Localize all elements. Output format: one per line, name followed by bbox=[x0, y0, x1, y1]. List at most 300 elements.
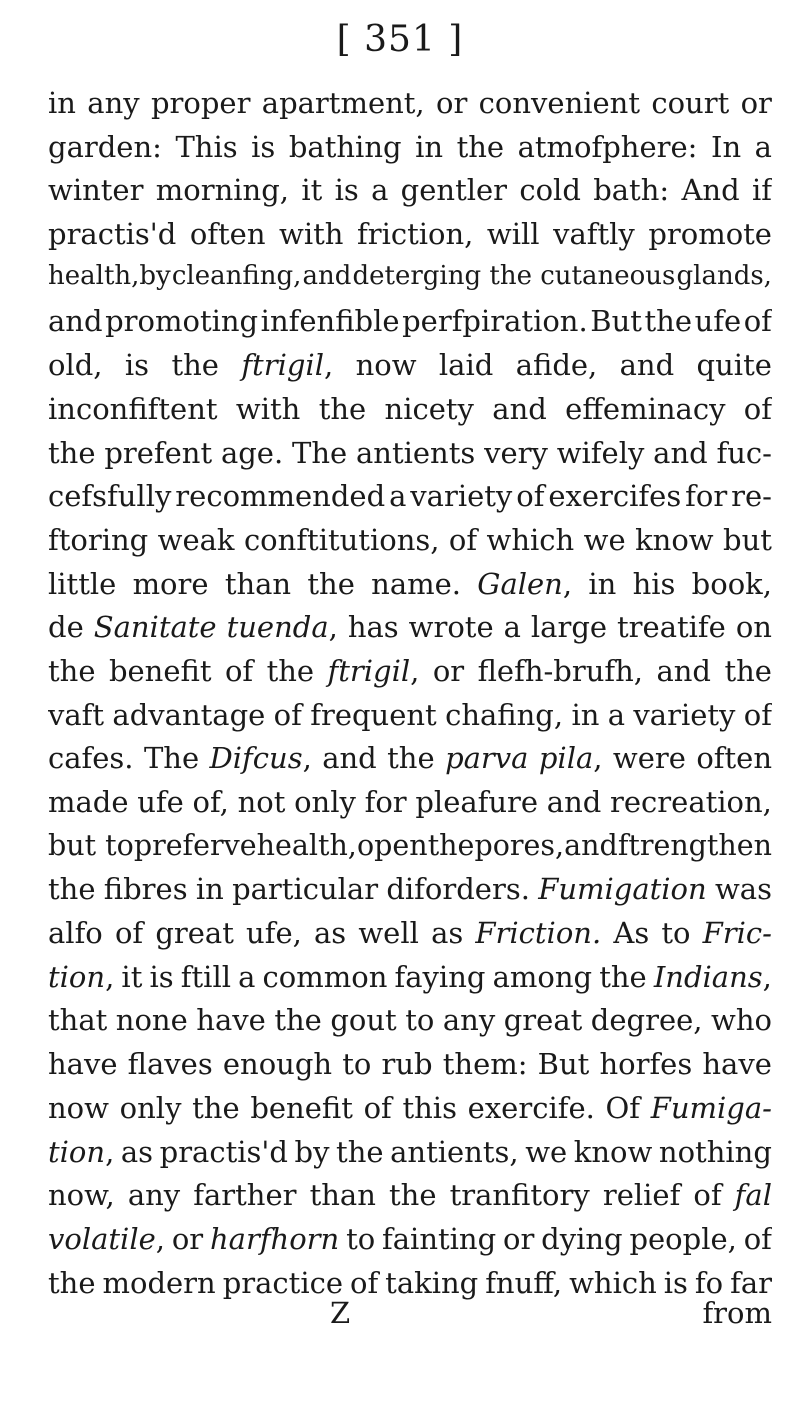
word-group bbox=[433, 654, 464, 688]
word-group bbox=[484, 436, 548, 470]
word-group bbox=[336, 1135, 384, 1169]
word: fnuff, bbox=[485, 1265, 563, 1300]
word: have bbox=[48, 1047, 118, 1082]
word-group bbox=[310, 1178, 376, 1212]
word-group bbox=[48, 916, 103, 950]
word-group bbox=[104, 872, 188, 906]
word-group bbox=[584, 523, 626, 557]
page-footer bbox=[48, 1296, 772, 1340]
word: rub bbox=[381, 1047, 433, 1082]
text-line bbox=[48, 916, 772, 960]
word-group bbox=[274, 698, 302, 732]
word: for bbox=[685, 479, 728, 514]
word: a bbox=[607, 697, 626, 732]
word-group bbox=[196, 872, 224, 906]
word-group bbox=[744, 698, 772, 732]
word: in bbox=[195, 872, 224, 907]
word: great bbox=[155, 916, 234, 951]
word-group bbox=[653, 436, 708, 470]
word: flaves bbox=[127, 1047, 213, 1082]
italic-word: Galen bbox=[477, 566, 563, 601]
word: none bbox=[115, 1003, 188, 1038]
word-group bbox=[302, 261, 351, 291]
word: taking bbox=[385, 1265, 479, 1300]
word-group bbox=[381, 1047, 432, 1081]
italic-word: volatile bbox=[48, 1221, 156, 1256]
word: exercifes bbox=[548, 479, 682, 514]
punctuation: , bbox=[323, 348, 334, 383]
word: in bbox=[48, 86, 76, 120]
word-group bbox=[48, 698, 104, 732]
word-group bbox=[574, 1135, 653, 1169]
word: the bbox=[171, 348, 219, 383]
word: the bbox=[307, 566, 355, 601]
word-group bbox=[267, 654, 315, 688]
punctuation: , bbox=[155, 1221, 165, 1256]
word-group bbox=[144, 741, 199, 775]
word: effeminacy bbox=[565, 391, 726, 426]
word-group bbox=[487, 217, 540, 251]
word: the bbox=[266, 653, 315, 688]
word-group bbox=[553, 217, 635, 251]
word: with bbox=[235, 391, 301, 426]
word-group bbox=[735, 1178, 772, 1212]
word-group bbox=[405, 1003, 434, 1037]
word-group bbox=[48, 829, 134, 862]
italic-word: tion bbox=[48, 959, 106, 994]
punctuation: , bbox=[105, 959, 115, 994]
word-group bbox=[468, 1091, 595, 1125]
word: well bbox=[358, 916, 419, 951]
word-group bbox=[292, 436, 347, 470]
text-line bbox=[48, 567, 772, 611]
italic-word: tion bbox=[48, 1134, 106, 1169]
word: with bbox=[279, 217, 344, 252]
word: horfes bbox=[599, 1047, 693, 1082]
word-group bbox=[48, 86, 76, 120]
word-group bbox=[443, 1003, 495, 1037]
word: proper bbox=[150, 86, 251, 120]
text-line bbox=[48, 130, 772, 174]
word-group bbox=[693, 1178, 721, 1212]
word-group bbox=[364, 1091, 392, 1125]
word: by bbox=[294, 1134, 330, 1169]
word-group bbox=[449, 523, 477, 557]
word: exercife. bbox=[467, 1090, 595, 1125]
word-group bbox=[175, 479, 385, 513]
word: a bbox=[503, 610, 521, 645]
word: we bbox=[525, 1134, 568, 1169]
word-group bbox=[504, 610, 521, 644]
word-group bbox=[120, 1091, 182, 1125]
word: any bbox=[127, 1178, 181, 1213]
word-group bbox=[410, 479, 512, 513]
word-group bbox=[227, 610, 338, 644]
word-group bbox=[599, 1047, 692, 1081]
word-group bbox=[48, 392, 218, 426]
text-line bbox=[48, 698, 772, 742]
text-line bbox=[48, 217, 772, 261]
catchword: from bbox=[702, 1296, 772, 1330]
word-group bbox=[48, 785, 129, 819]
word-group bbox=[102, 1266, 215, 1300]
word-group bbox=[428, 829, 475, 862]
word-group bbox=[703, 916, 772, 950]
word: this bbox=[402, 1090, 457, 1125]
text-line bbox=[48, 261, 772, 305]
word: often bbox=[696, 741, 772, 776]
word: atmofphere: bbox=[517, 129, 698, 164]
word-group bbox=[617, 610, 726, 644]
word-group bbox=[744, 392, 772, 426]
word-group bbox=[516, 479, 544, 513]
word: In bbox=[710, 129, 742, 164]
word-group bbox=[389, 1178, 437, 1212]
word: variety bbox=[410, 479, 513, 514]
word-group bbox=[263, 960, 388, 994]
word-group bbox=[48, 348, 103, 382]
word: ufe bbox=[694, 304, 742, 339]
word-group bbox=[519, 173, 581, 207]
italic-word: fal bbox=[734, 1178, 772, 1213]
word: vaft bbox=[48, 697, 105, 732]
word: afide, bbox=[515, 348, 598, 383]
word-group bbox=[223, 1047, 332, 1081]
punctuation: , bbox=[302, 741, 312, 776]
word-group bbox=[87, 86, 139, 120]
word: than bbox=[309, 1178, 376, 1213]
word: who bbox=[711, 1003, 772, 1038]
word: any bbox=[87, 86, 140, 120]
word-group bbox=[569, 1266, 657, 1300]
word: it bbox=[121, 959, 143, 994]
word: far bbox=[730, 1265, 772, 1300]
word-group bbox=[618, 829, 772, 862]
word: advantage bbox=[112, 697, 266, 732]
word: people, bbox=[629, 1221, 737, 1256]
word-group bbox=[210, 1222, 339, 1256]
word: dying bbox=[541, 1221, 623, 1256]
word: nothing bbox=[658, 1134, 772, 1169]
word-group bbox=[365, 785, 407, 819]
word-group bbox=[479, 86, 640, 120]
punctuation: : bbox=[517, 1047, 528, 1082]
word: health, bbox=[256, 828, 357, 862]
word-group bbox=[48, 1091, 109, 1125]
word: a bbox=[371, 173, 389, 208]
word-group bbox=[48, 304, 103, 338]
word: than bbox=[224, 566, 292, 601]
word-group bbox=[685, 479, 727, 513]
word: treatife bbox=[617, 610, 726, 645]
word: modern bbox=[102, 1265, 216, 1300]
text-line bbox=[48, 436, 772, 480]
word-group bbox=[307, 567, 355, 601]
text-line bbox=[48, 173, 772, 217]
word-group bbox=[371, 567, 461, 601]
word: antients bbox=[356, 435, 476, 470]
word: fo bbox=[694, 1265, 724, 1300]
word: but to bbox=[48, 828, 134, 862]
word: know bbox=[635, 522, 714, 557]
word: of bbox=[448, 522, 478, 557]
word-group bbox=[246, 916, 302, 950]
word: great bbox=[503, 1003, 583, 1038]
word-group bbox=[656, 654, 711, 688]
word-group bbox=[133, 567, 209, 601]
word: bathing bbox=[288, 129, 402, 164]
word-group bbox=[48, 1003, 107, 1037]
word: has bbox=[347, 610, 399, 645]
word: ufe, bbox=[246, 916, 302, 951]
word: recommended bbox=[175, 479, 386, 514]
word-group bbox=[48, 1047, 118, 1081]
word: court bbox=[651, 86, 730, 120]
word-group bbox=[395, 960, 486, 994]
word: any bbox=[442, 1003, 496, 1038]
word-group bbox=[390, 1135, 519, 1169]
word-group bbox=[172, 261, 302, 291]
word: will bbox=[486, 217, 540, 252]
word-group bbox=[190, 217, 266, 251]
word: the bbox=[48, 872, 96, 907]
word-group bbox=[736, 610, 772, 644]
word: particular bbox=[232, 872, 379, 907]
word: of bbox=[743, 304, 772, 339]
word: know bbox=[573, 1134, 653, 1169]
word-group bbox=[385, 1266, 478, 1300]
word: glands, bbox=[676, 260, 772, 291]
word: inconfiftent bbox=[48, 391, 218, 426]
word-group bbox=[125, 348, 149, 382]
word-group bbox=[541, 1222, 622, 1256]
word: was bbox=[714, 872, 772, 907]
word: as bbox=[120, 1134, 154, 1169]
word: nicety bbox=[384, 391, 474, 426]
word-group bbox=[692, 567, 772, 601]
word-group bbox=[193, 785, 229, 819]
word: practis'd bbox=[48, 217, 177, 252]
text-line bbox=[48, 348, 772, 392]
word: which bbox=[569, 1265, 657, 1300]
word-group bbox=[633, 567, 676, 601]
word-group bbox=[661, 916, 690, 950]
word: we bbox=[583, 522, 626, 557]
word: cleanfing, bbox=[171, 260, 302, 291]
word-group bbox=[606, 1091, 641, 1125]
word-group bbox=[48, 436, 96, 470]
word: gout bbox=[330, 1003, 397, 1038]
word: recreation, bbox=[610, 785, 772, 819]
word: de bbox=[48, 610, 84, 645]
word-group bbox=[651, 1091, 772, 1125]
punctuation: , bbox=[410, 653, 420, 688]
word: and bbox=[546, 785, 602, 819]
word: cefsfully bbox=[48, 479, 172, 514]
word-group bbox=[487, 523, 575, 557]
word-group bbox=[474, 829, 564, 862]
italic-word: Sanitate bbox=[93, 610, 217, 645]
word-group bbox=[274, 1003, 322, 1037]
word: health,by bbox=[48, 260, 171, 291]
word-group bbox=[613, 916, 649, 950]
word: friction, bbox=[356, 217, 474, 252]
word: and bbox=[656, 653, 711, 688]
word-group bbox=[723, 523, 772, 557]
word: the bbox=[599, 959, 647, 994]
italic-word: Fumiga- bbox=[650, 1090, 772, 1125]
word: common bbox=[262, 959, 388, 994]
word: and bbox=[492, 391, 547, 426]
punctuation: , bbox=[328, 610, 338, 645]
word-group bbox=[402, 1091, 457, 1125]
word: the bbox=[644, 304, 692, 339]
word: fuc- bbox=[716, 435, 772, 470]
word-group bbox=[744, 304, 772, 338]
word-group bbox=[531, 610, 607, 644]
text-line bbox=[48, 1135, 772, 1179]
word-group bbox=[603, 1178, 680, 1212]
word: book, bbox=[691, 566, 772, 601]
word: the bbox=[387, 741, 435, 776]
word: and bbox=[619, 348, 675, 383]
word: fainting bbox=[382, 1221, 497, 1256]
word-group bbox=[48, 217, 176, 251]
word: that bbox=[48, 1003, 108, 1038]
word: antients, bbox=[390, 1134, 519, 1169]
word: old, bbox=[48, 348, 103, 383]
word-group bbox=[112, 698, 265, 732]
punctuation: , bbox=[593, 741, 603, 776]
word-group bbox=[409, 610, 494, 644]
word: flefh-brufh, bbox=[477, 653, 644, 688]
word-group bbox=[192, 1091, 240, 1125]
word: Of bbox=[605, 1090, 641, 1125]
word: ftrengthen bbox=[617, 828, 772, 862]
word: have bbox=[702, 1047, 772, 1082]
text-line bbox=[48, 741, 772, 785]
word-group bbox=[319, 392, 367, 426]
word-group bbox=[591, 1003, 703, 1037]
word: cold bbox=[519, 173, 581, 208]
word-group bbox=[48, 523, 148, 557]
text-line bbox=[48, 872, 772, 916]
word: now, bbox=[48, 1178, 115, 1213]
word-group bbox=[314, 916, 346, 950]
word: laid bbox=[438, 348, 494, 383]
word-group bbox=[238, 960, 255, 994]
page-number: [ 351 ] bbox=[336, 19, 464, 60]
word-group bbox=[676, 261, 771, 291]
word-group bbox=[48, 1178, 115, 1212]
word-group bbox=[493, 960, 593, 994]
word: gentler bbox=[400, 173, 508, 208]
word: weak bbox=[157, 522, 235, 557]
text-line bbox=[48, 1091, 772, 1135]
word: of bbox=[224, 653, 254, 688]
word-group bbox=[436, 86, 467, 120]
word: the bbox=[48, 435, 96, 470]
word: wifely bbox=[556, 435, 645, 470]
word: of bbox=[693, 1178, 722, 1213]
word: is bbox=[149, 959, 174, 994]
word: to bbox=[661, 916, 691, 951]
body-text bbox=[48, 86, 772, 1309]
word-group bbox=[48, 1266, 96, 1300]
word-group bbox=[356, 436, 475, 470]
word-group bbox=[172, 1222, 203, 1256]
word-group bbox=[492, 392, 547, 426]
word-group bbox=[238, 785, 286, 819]
word-group bbox=[348, 610, 399, 644]
word-group bbox=[755, 130, 772, 164]
word-group bbox=[357, 829, 428, 862]
word: a bbox=[389, 479, 407, 514]
word-group bbox=[109, 654, 212, 688]
text-line bbox=[48, 1003, 772, 1047]
word-group bbox=[752, 173, 772, 207]
word: promoting bbox=[105, 304, 259, 339]
word: the bbox=[192, 1090, 240, 1125]
word: is bbox=[334, 173, 359, 208]
text-line bbox=[48, 86, 772, 130]
word-group bbox=[116, 1003, 188, 1037]
word-group bbox=[620, 348, 675, 382]
word-group bbox=[548, 479, 681, 513]
word-group bbox=[158, 523, 235, 557]
word-group bbox=[557, 436, 645, 470]
word: on bbox=[735, 610, 772, 645]
word-group bbox=[181, 960, 231, 994]
italic-word: ftrigil bbox=[327, 653, 411, 688]
word: age. bbox=[220, 435, 284, 470]
italic-word: harfhorn bbox=[209, 1221, 340, 1256]
word: diforders. bbox=[386, 872, 530, 907]
text-line bbox=[48, 610, 772, 654]
word-group bbox=[387, 741, 435, 775]
word: were bbox=[612, 741, 686, 776]
word-group bbox=[48, 1222, 165, 1256]
word-group bbox=[294, 785, 356, 819]
word: a bbox=[754, 129, 772, 164]
word: of bbox=[363, 1090, 392, 1125]
word-group bbox=[415, 130, 443, 164]
word-group bbox=[155, 916, 234, 950]
word: his bbox=[632, 566, 676, 601]
word: if bbox=[751, 173, 772, 208]
word-group bbox=[389, 479, 406, 513]
word-group bbox=[121, 960, 142, 994]
word: degree, bbox=[590, 1003, 703, 1038]
word: perfpiration. bbox=[402, 304, 588, 339]
word-group bbox=[485, 1266, 562, 1300]
word-group bbox=[335, 173, 359, 207]
word: alfo bbox=[48, 916, 103, 951]
text-line bbox=[48, 1047, 772, 1091]
word: and bbox=[322, 741, 377, 776]
word: only bbox=[294, 785, 356, 819]
word-group bbox=[525, 1135, 567, 1169]
word-group bbox=[48, 130, 162, 164]
word-group bbox=[175, 130, 237, 164]
word-group bbox=[251, 130, 275, 164]
word-group bbox=[342, 1047, 371, 1081]
word-group bbox=[115, 916, 143, 950]
word-group bbox=[48, 960, 114, 994]
word-group bbox=[94, 610, 217, 644]
word: As bbox=[613, 916, 650, 951]
word-group bbox=[385, 392, 474, 426]
